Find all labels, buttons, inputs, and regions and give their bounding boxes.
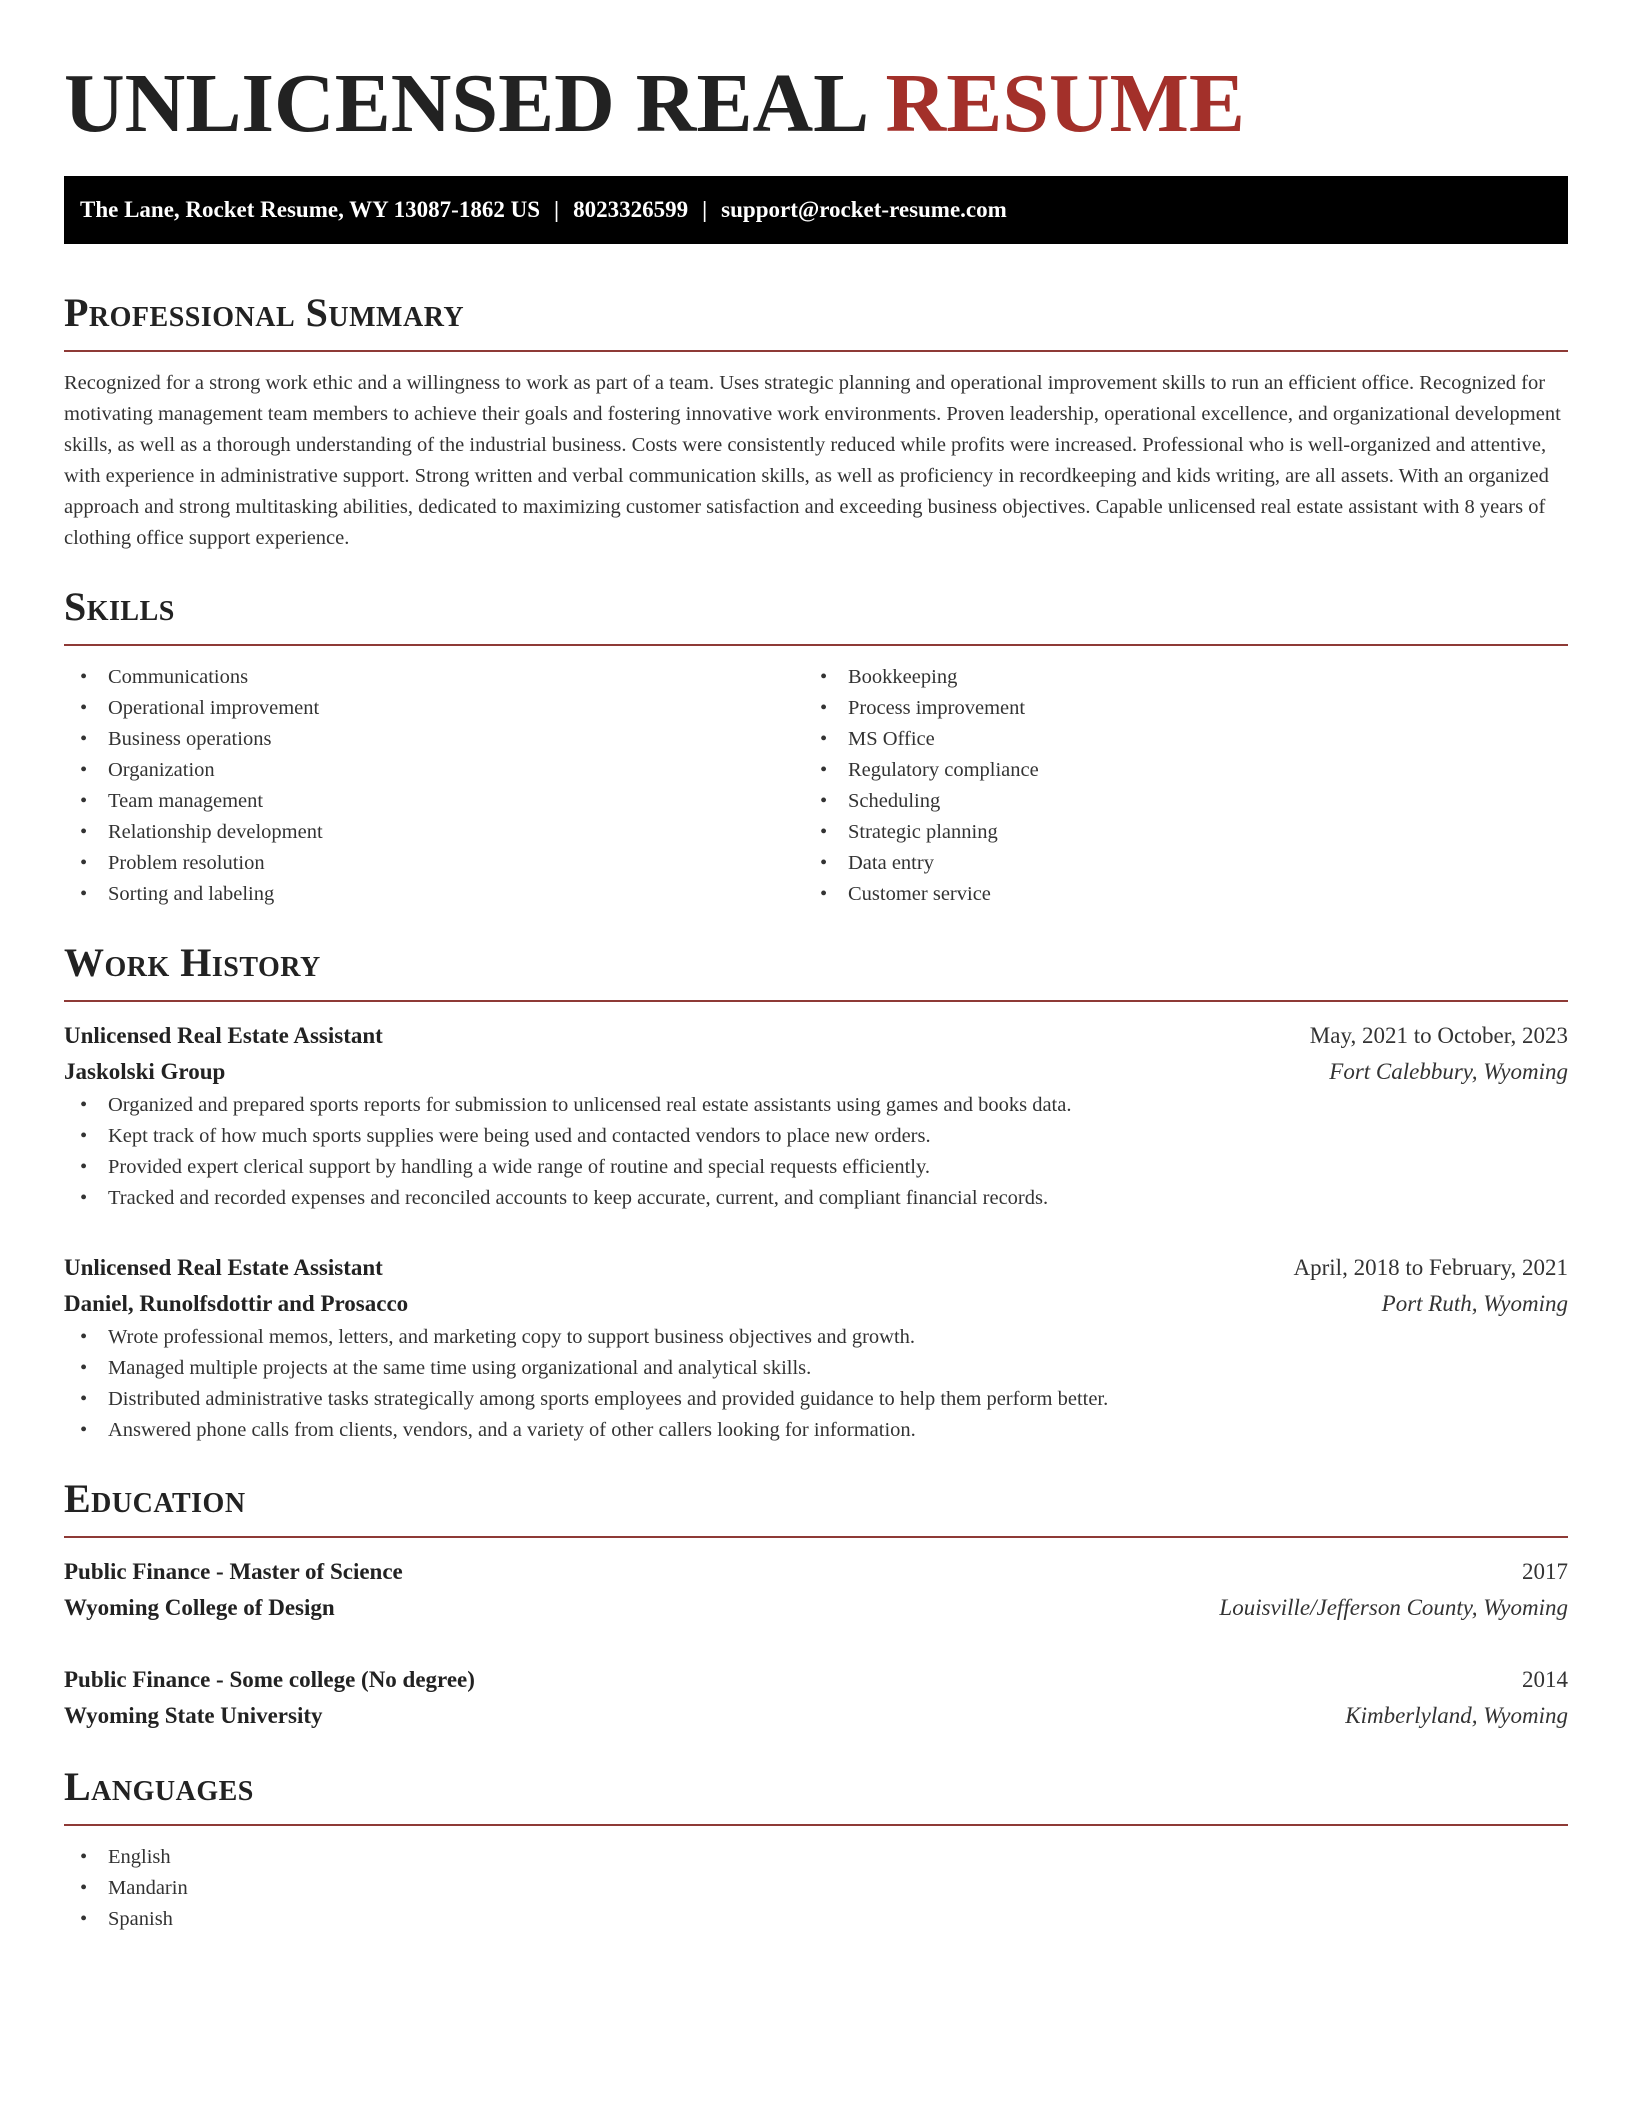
- job-dates: May, 2021 to October, 2023: [1309, 1023, 1568, 1048]
- skill-item: • Data entry: [804, 848, 1544, 879]
- contact-separator: |: [554, 197, 560, 222]
- job-bullets: [64, 1090, 1568, 1214]
- section-title-languages: Languages: [64, 1762, 1568, 1826]
- resume-page: [64, 0, 1568, 1935]
- education-entry: [64, 1662, 1568, 1734]
- job-bullet: • Kept track of how much sports supplies were being used and contacted vendors to place new orders.: [64, 1121, 1568, 1152]
- education-location: Louisville/Jefferson County, Wyoming: [1219, 1595, 1568, 1620]
- skill-item: • Sorting and labeling: [64, 879, 804, 910]
- skill-item: • MS Office: [804, 724, 1544, 755]
- job-header-row: [64, 1250, 1568, 1286]
- contact-address: The Lane, Rocket Resume, WY 13087-1862 US: [80, 197, 540, 222]
- language-item: • Spanish: [64, 1904, 1568, 1935]
- education-degree-row: [64, 1554, 1568, 1590]
- education-school-row: [64, 1698, 1568, 1734]
- summary-text: Recognized for a strong work ethic and a willingness to work as part of a team. Uses strategic planning and operational improvement skills to run an efficient office. Recognized for motivating management team members to achieve their goals and fostering innovative work environments. Proven leadership, operational excellence, and organizational development skills, as well as a thorough understanding of the industrial business. Costs were consistently reduced while profits were increased. Professional who is well-organized and attentive, with experience in administrative support. Strong written and verbal communication skills, as well as proficiency in recordkeeping and kids writing, are all assets. With an organized approach and strong multitasking abilities, dedicated to maximizing customer satisfaction and exceeding business objectives. Capable unlicensed real estate assistant with 8 years of clothing office support experience.: [64, 372, 1561, 549]
- education-school-row: [64, 1590, 1568, 1626]
- work-section: [64, 938, 1568, 1446]
- section-title-skills: Skills: [64, 582, 1568, 646]
- section-title-work: Work History: [64, 938, 1568, 1002]
- language-item: • English: [64, 1842, 1568, 1873]
- skill-item: • Process improvement: [804, 693, 1544, 724]
- job-bullet: • Managed multiple projects at the same time using organizational and analytical skills.: [64, 1353, 1568, 1384]
- job-entry: [64, 1250, 1568, 1446]
- job-company-row: [64, 1054, 1568, 1090]
- education-school: Wyoming College of Design: [64, 1595, 335, 1620]
- skill-item: • Operational improvement: [64, 693, 804, 724]
- skill-item: • Regulatory compliance: [804, 755, 1544, 786]
- skill-item: • Strategic planning: [804, 817, 1544, 848]
- skill-item: • Communications: [64, 662, 804, 693]
- education-degree: Public Finance - Master of Science: [64, 1559, 403, 1584]
- job-dates: April, 2018 to February, 2021: [1293, 1255, 1568, 1280]
- job-entry: [64, 1018, 1568, 1214]
- skills-grid: [64, 662, 1568, 910]
- education-entry: [64, 1554, 1568, 1626]
- skills-section: [64, 582, 1568, 910]
- summary-section: [64, 288, 1568, 554]
- skill-item: • Business operations: [64, 724, 804, 755]
- education-year: 2017: [1522, 1559, 1568, 1584]
- job-bullet: • Organized and prepared sports reports for submission to unlicensed real estate assistants using games and books data.: [64, 1090, 1568, 1121]
- job-location: Fort Calebbury, Wyoming: [1329, 1059, 1568, 1084]
- skills-list-right: [804, 662, 1544, 910]
- skill-item: • Organization: [64, 755, 804, 786]
- education-school: Wyoming State University: [64, 1703, 323, 1728]
- name-main: UNLICENSED REAL: [64, 57, 865, 150]
- job-location: Port Ruth, Wyoming: [1381, 1291, 1568, 1316]
- education-location: Kimberlyland, Wyoming: [1345, 1703, 1568, 1728]
- contact-phone[interactable]: 8023326599: [573, 197, 689, 222]
- skill-item: • Problem resolution: [64, 848, 804, 879]
- job-bullet: • Tracked and recorded expenses and reconciled accounts to keep accurate, current, and compliant financial records.: [64, 1183, 1568, 1214]
- language-item: • Mandarin: [64, 1873, 1568, 1904]
- skill-item: • Team management: [64, 786, 804, 817]
- job-title: Unlicensed Real Estate Assistant: [64, 1255, 383, 1280]
- job-bullet: • Distributed administrative tasks strategically among sports employees and provided guidance to help them perform better.: [64, 1384, 1568, 1415]
- job-bullet: • Answered phone calls from clients, vendors, and a variety of other callers looking for information.: [64, 1415, 1568, 1446]
- languages-section: [64, 1762, 1568, 1935]
- skill-item: • Bookkeeping: [804, 662, 1544, 693]
- contact-email[interactable]: support@rocket-resume.com: [721, 197, 1007, 222]
- job-company: Jaskolski Group: [64, 1059, 226, 1084]
- education-degree-row: [64, 1662, 1568, 1698]
- section-title-education: Education: [64, 1474, 1568, 1538]
- skill-item: • Customer service: [804, 879, 1544, 910]
- name-accent: RESUME: [885, 57, 1245, 150]
- job-title: Unlicensed Real Estate Assistant: [64, 1023, 383, 1048]
- skill-item: • Scheduling: [804, 786, 1544, 817]
- contact-separator: |: [702, 197, 708, 222]
- education-year: 2014: [1522, 1667, 1568, 1692]
- job-company-row: [64, 1286, 1568, 1322]
- skill-item: • Relationship development: [64, 817, 804, 848]
- job-bullet: • Wrote professional memos, letters, and marketing copy to support business objectives and growth.: [64, 1322, 1568, 1353]
- job-company: Daniel, Runolfsdottir and Prosacco: [64, 1291, 409, 1316]
- job-bullets: [64, 1322, 1568, 1446]
- section-title-summary: Professional Summary: [64, 288, 1568, 352]
- contact-bar: [64, 176, 1568, 244]
- job-bullet: • Provided expert clerical support by handling a wide range of routine and special requests efficiently.: [64, 1152, 1568, 1183]
- resume-name: [64, 0, 1568, 176]
- job-header-row: [64, 1018, 1568, 1054]
- education-section: [64, 1474, 1568, 1734]
- languages-list: [64, 1842, 1568, 1935]
- education-degree: Public Finance - Some college (No degree): [64, 1667, 475, 1692]
- skills-list-left: [64, 662, 804, 910]
